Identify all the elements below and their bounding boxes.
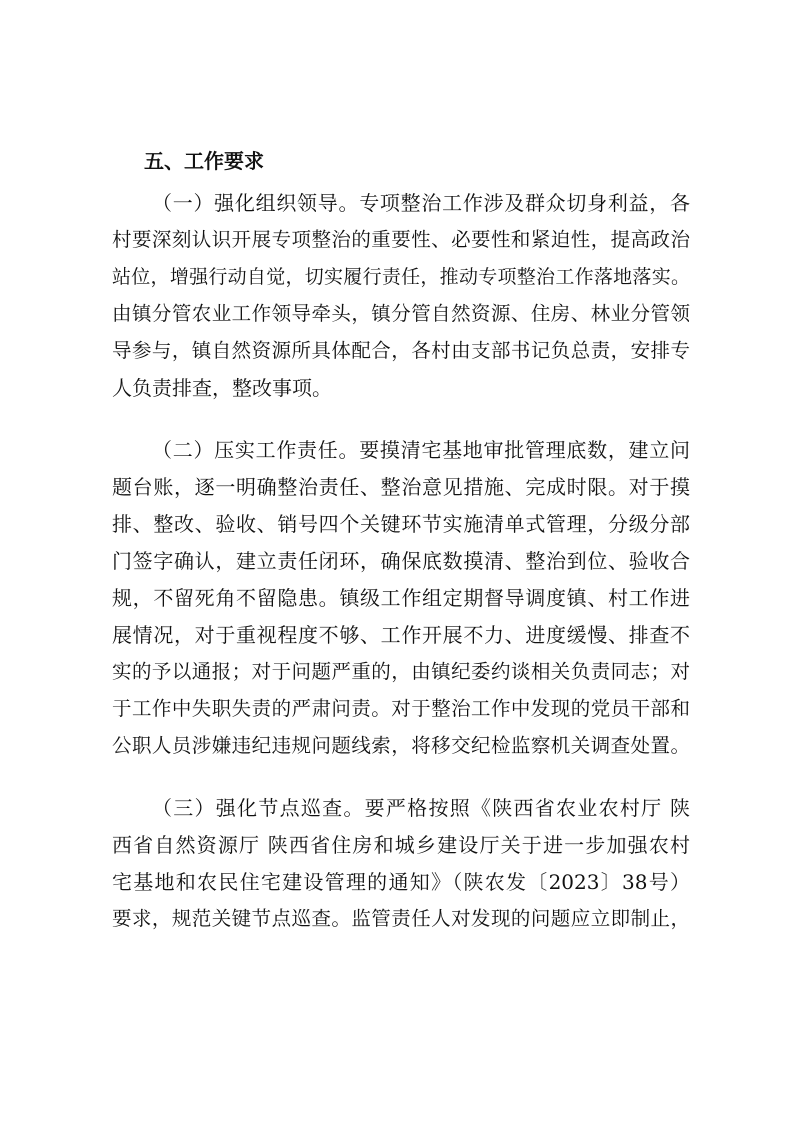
paragraph-1-line-4: 由镇分管农业工作领导牵头，镇分管自然资源、住房、林业分管领 <box>112 302 690 325</box>
paragraph-3-line-1: （三）强化节点巡查。要严格按照《陕西省农业农村厅 陕 <box>152 796 690 820</box>
paragraph-2-line-4: 门签字确认，建立责任闭环，确保底数摸清、整治到位、验收合 <box>112 549 690 573</box>
paragraph-2-line-7: 实的予以通报；对于问题严重的，由镇纪委约谈相关负责同志；对 <box>112 660 690 683</box>
section-heading: 五、工作要求 <box>144 149 264 173</box>
paragraph-2-line-6: 展情况，对于重视程度不够、工作开展不力、进度缓慢、排查不 <box>112 623 690 647</box>
paragraph-2-line-1: （二）压实工作责任。要摸清宅基地审批管理底数，建立问 <box>152 438 690 462</box>
paragraph-1-line-2: 村要深刻认识开展专项整治的重要性、必要性和紧迫性，提高政治 <box>112 228 690 251</box>
paragraph-2-line-5: 规，不留死角不留隐患。镇级工作组定期督导调度镇、村工作进 <box>112 586 690 610</box>
paragraph-1-line-3: 站位，增强行动自觉，切实履行责任，推动专项整治工作落地落实。 <box>112 266 690 288</box>
paragraph-2-line-8: 于工作中失职失责的严肃问责。对于整治工作中发现的党员干部和 <box>112 697 690 720</box>
paragraph-1-line-5: 导参与，镇自然资源所具体配合，各村由支部书记负总责，安排专 <box>112 339 690 362</box>
paragraph-1-line-1: （一）强化组织领导。专项整治工作涉及群众切身利益，各 <box>152 191 690 215</box>
paragraph-2-line-2: 题台账，逐一明确整治责任、整治意见措施、完成时限。对于摸 <box>112 475 690 499</box>
paragraph-3-line-2: 西省自然资源厅 陕西省住房和城乡建设厅关于进一步加强农村 <box>112 833 690 857</box>
paragraph-3-line-4: 要求，规范关键节点巡查。监管责任人对发现的问题应立即制止， <box>112 907 690 930</box>
paragraph-2-line-3: 排、整改、验收、销号四个关键环节实施清单式管理，分级分部 <box>112 512 690 536</box>
paragraph-1-line-6: 人负责排查，整改事项。 <box>112 376 332 400</box>
paragraph-2-line-9: 公职人员涉嫌违纪违规问题线索，将移交纪检监察机关调查处置。 <box>112 734 690 757</box>
paragraph-3-line-3: 宅基地和农民住宅建设管理的通知》（陕农发〔2023〕38号） <box>112 870 690 894</box>
